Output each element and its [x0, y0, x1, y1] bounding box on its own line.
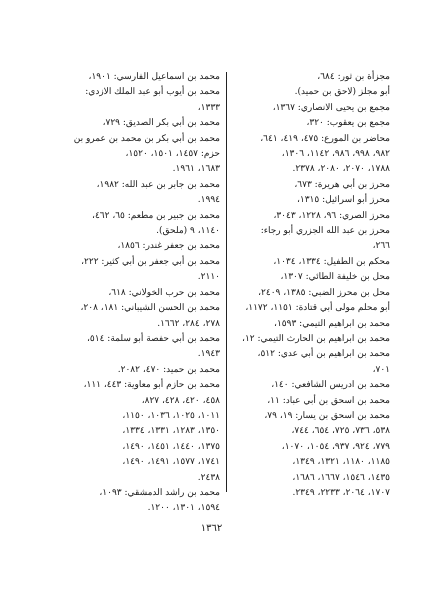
- index-entry: محمد بن حرب الخولاني: ٦١٨،: [108, 287, 220, 298]
- page-number: ١٣٦٢: [200, 523, 223, 534]
- index-entry: محمد بن راشد الدمشقي: ١٠٩٣،: [99, 487, 220, 498]
- index-entry: حزم: ١٤٥٧، ١٥٠١، ١٥٢٠،: [125, 149, 220, 160]
- index-entry: محمد بن أبي بكر الصديق: ٧٢٩،: [102, 118, 220, 129]
- index-entry: ٢١١٠.: [197, 272, 220, 283]
- index-entry: ٢٦٦،: [372, 241, 390, 252]
- index-entry: محل بن خليفة الطائي: ١٣٠٧،: [280, 272, 390, 283]
- index-entry: ٧٧٩، ٩٢٤، ٩٣٧، ١٠٥٤، ١٠٧٠،: [281, 441, 390, 452]
- index-column-right: [232, 70, 390, 501]
- index-entry: ١١٤٠، ٩ (ملحق).: [156, 226, 220, 237]
- index-entry: محمد بن أيوب أبو عبد الملك الازدي:: [85, 87, 220, 98]
- index-entry: محمد بن ابراهيم التيمي: ١٥٩٣،: [274, 318, 390, 329]
- index-entry: محرز بن أبي هريرة: ٦٧٣،: [294, 179, 390, 190]
- index-entry: ٢٤٣٨.: [197, 472, 220, 483]
- index-entry: ١٤٣٥، ١٥٤٦، ١٦٦٧، ١٦٨٦،: [292, 472, 390, 483]
- column-divider: [226, 72, 227, 492]
- index-entry: محمد بن اسحق بن يسار: ١٩، ٧٩،: [264, 410, 390, 421]
- index-entry: محمد بن جابر بن عبد الله: ١٩٨٢،: [96, 179, 220, 190]
- index-entry: محمد بن أبي حفصة أبو سلمة: ٥١٤،: [87, 333, 220, 344]
- index-entry: محمد بن أبي جعفر بن أبي كثير: ٢٢٢،: [81, 256, 220, 267]
- index-entry: ١٠١١، ١٠٢٥، ١٠٣٦، ١١٥٠،: [122, 410, 220, 421]
- index-entry: محرز أبو اسرائيل: ١٣١٥،: [296, 195, 390, 206]
- index-column-left: [56, 70, 220, 517]
- index-entry: أبو مجلز (لاحق بن حميد).: [294, 87, 390, 98]
- index-entry: محمد بن ابراهيم بن أبي عدي: ٥١٢،: [257, 349, 390, 360]
- index-entry: مجزأة بن ثور: ٦٨٤،: [317, 72, 390, 82]
- index-entry: ١٣٣٣،: [197, 102, 220, 113]
- index-entry: ٩٨٢، ٩٩٨، ٩٨٦، ١١٤٢، ١٣٠٦،: [281, 149, 390, 160]
- index-entry: ٢٧٨، ٢٨٤، ١٦٦٢.: [157, 318, 220, 329]
- index-entry: ١٧٤١، ١٥٧٧، ١٤٩١، ١٤٩٠،: [122, 457, 220, 468]
- index-entry: مجمع بن يحيى الانصاري: ١٣٦٧،: [272, 102, 390, 113]
- index-entry: ١٦٨٣، ١٩٦١.: [172, 164, 220, 175]
- index-entry: محمد بن الحسن الشيباني: ١٨١، ٢٠٨،: [80, 303, 220, 314]
- index-entry: محرز بن عبد الله الجزري أبو رجاء:: [260, 226, 390, 237]
- index-entry: محل بن محرز الضبي: ١٣٨٥، ٢٤٠٩،: [258, 287, 390, 298]
- index-entry: محمد بن أبي بكر بن محمد بن عمرو بن: [73, 133, 220, 144]
- index-entry: ٥٣٨، ٧٣٦، ٧٢٥، ٦٥٤، ٧٤٤،: [291, 426, 390, 437]
- index-entry: ١٣٥٠، ١٢٨٣، ١٣٣١، ١٣٣٤،: [122, 426, 220, 437]
- index-entry: محمد بن ادريس الشافعي: ١٤٠،: [271, 380, 390, 391]
- index-entry: ٤٥٨، ٤٢٠، ٤٢٨، ٨٢٧،: [141, 395, 220, 406]
- index-entry: ١٧٨٨، ٢٠٧٠، ٢٠٨٠، ٢٣٧٨.: [292, 164, 390, 175]
- index-entry: محمد بن حميد: ٤٧٠، ٢٠٨٢.: [117, 364, 220, 375]
- index-entry: مجمع بن يعقوب: ٣٢٠،: [306, 118, 390, 129]
- index-entry: محمد بن ابراهيم بن الحارث التيمي: ١٢،: [242, 333, 390, 344]
- index-entry: ١٩٩٤.: [197, 195, 220, 206]
- index-entry: محكم بن الطفيل: ١٣٣٤، ١٠٣٤،: [273, 256, 390, 267]
- index-entry: ١٣٧٥، ١٤٤٠، ١٤٥١، ١٤٩٠،: [122, 441, 220, 452]
- index-entry: ١٩٤٣.: [197, 349, 220, 360]
- index-entry: ١٥٩٤، ١٣٠١، ١٢٠٠.: [147, 503, 220, 514]
- index-entry: محاضر بن المورع: ٤٧٥، ٤١٩، ٦٤١،: [260, 133, 390, 144]
- index-entry: أبو محلم مولى أبي قتادة: ١١٥١، ١١٧٢،: [245, 303, 390, 314]
- index-entry: محمد بن جعفر غندر: ١٨٥٦،: [117, 241, 220, 252]
- index-entry: محمد بن اسماعيل الفارسي: ١٩٠١،: [88, 72, 220, 82]
- index-entry: محمد بن جبير بن مطعم: ٦٥، ٤٦٢،: [92, 210, 220, 221]
- index-entry: محمد بن اسحق بن أبي عباد: ١١،: [267, 395, 390, 406]
- index-entry: محرز الصري: ٩٦، ١٢٢٨، ٣٠٤٣،: [273, 210, 390, 221]
- index-entry: ١٧٠٧، ٢٠٦٤، ٢٢٣٣، ٢٣٤٩.: [292, 487, 390, 498]
- index-entry: ١١٨٥، ١١٨٠، ١٣٢١، ١٣٤٩،: [292, 457, 390, 468]
- index-entry: محمد بن حازم أبو معاوية: ٤٤٣، ١١١،: [83, 380, 220, 391]
- index-entry: ٧٠١،: [372, 364, 390, 375]
